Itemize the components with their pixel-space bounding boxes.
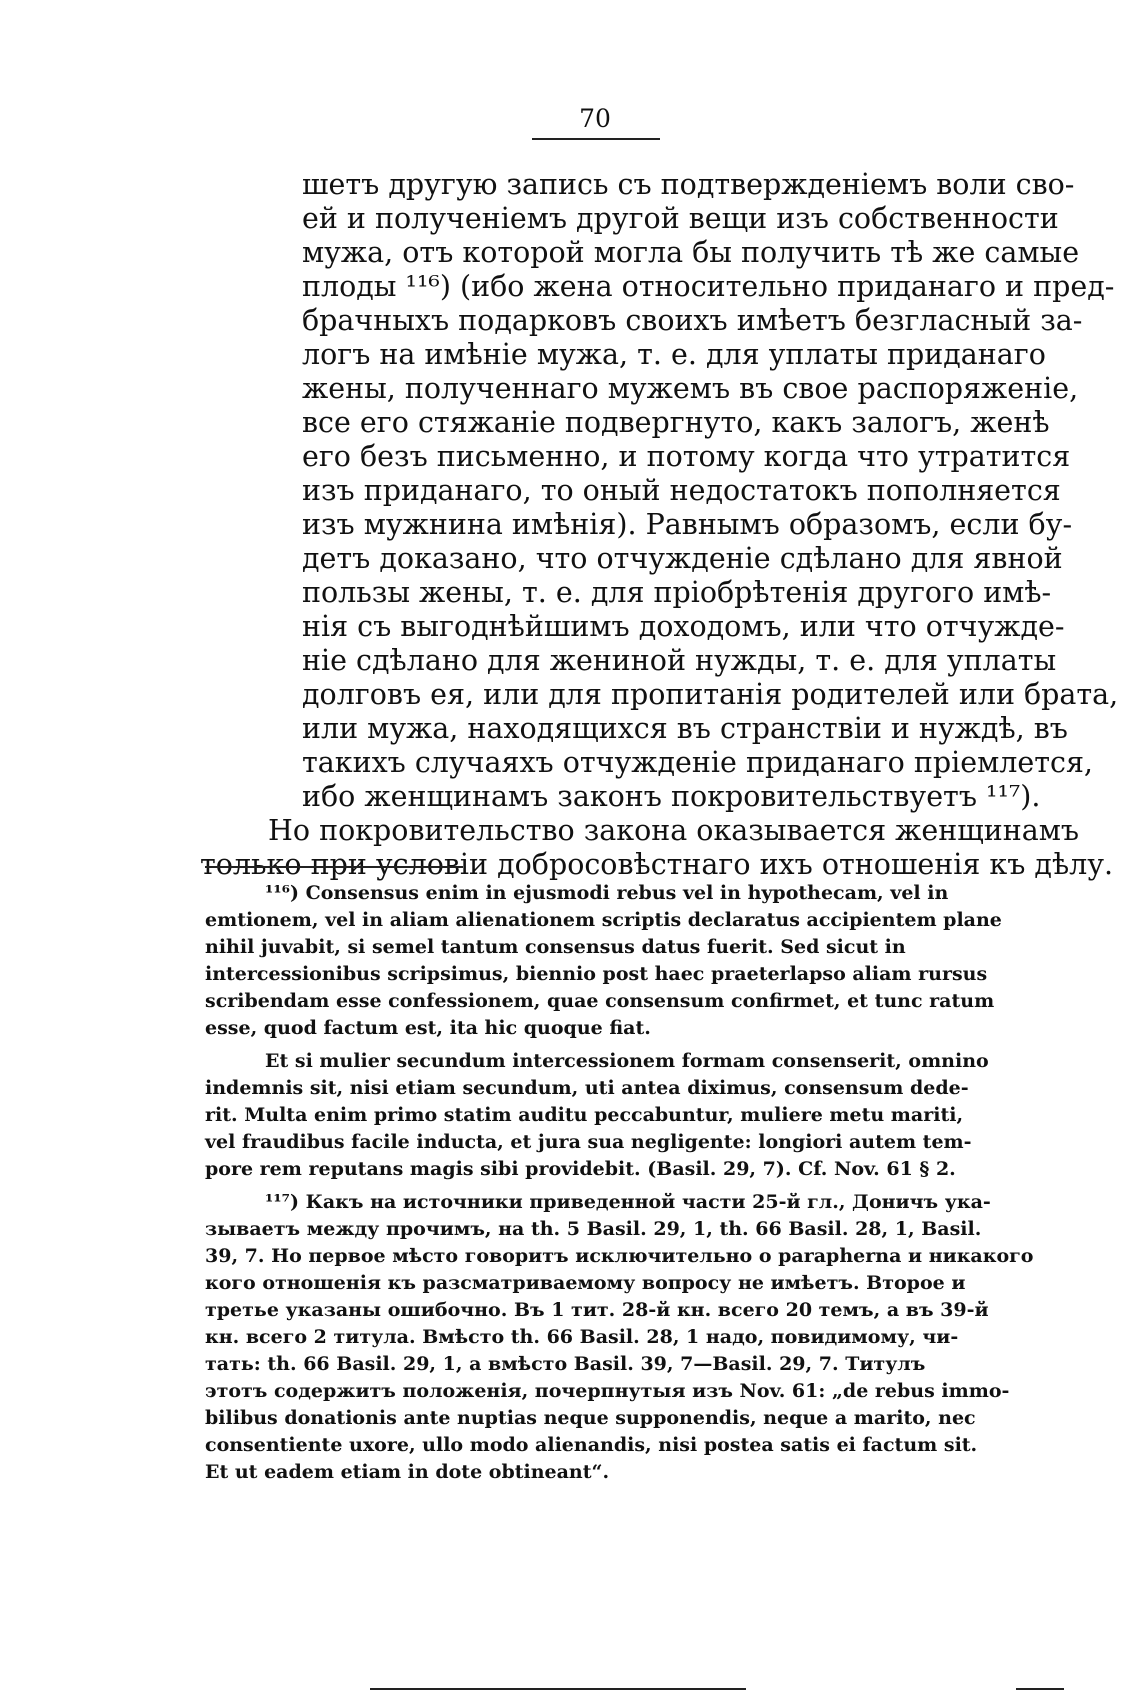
footnote-117-line: этотъ содержитъ положенія, почерпнутыя изъ Nov. 61: „de rebus immo- (205, 1380, 1010, 1402)
footnote-116-line: Et si mulier secundum intercessionem formam consenserit, omnino (265, 1050, 989, 1072)
text-line: пользы жены, т. е. для пріобрѣтенія другого имѣ- (302, 576, 1052, 609)
footnote-117-line: кн. всего 2 титула. Вмѣсто th. 66 Basil. 28, 1 надо, повидимому, чи- (205, 1326, 959, 1348)
footnote-117-line: consentiente uxore, ullo modo alienandis, nisi postea satis ei factum sit. (205, 1434, 978, 1456)
text-line: изъ мужнина имѣнія). Равнымъ образомъ, если бу- (302, 508, 1073, 541)
text-line: шетъ другую запись съ подтвержденіемъ воли сво- (302, 168, 1075, 201)
text-line: изъ приданаго, то оный недостатокъ пополняется (302, 474, 1061, 507)
footnote-117-line: тать: th. 66 Basil. 29, 1, а вмѣсто Basil. 39, 7—Basil. 29, 7. Титулъ (205, 1353, 926, 1375)
paragraph-first-line: Но покровительство закона оказывается женщинамъ (268, 814, 1079, 847)
text-line: мужа, отъ которой могла бы получить тѣ же самые (302, 236, 1080, 269)
footnote-116-line: vel fraudibus facile inducta, et jura sua negligente: longiori autem tem- (205, 1131, 972, 1153)
footnote-116-line: emtionem, vel in aliam alienationem scriptis declaratus accipientem plane (205, 909, 1002, 931)
page-number-rule (532, 138, 660, 140)
text-line: ибо женщинамъ законъ покровительствуетъ ¹¹⁷). (302, 780, 1041, 813)
footnote-117-line: Et ut eadem etiam in dote obtineant“. (205, 1461, 610, 1483)
footnote-117-line: зываетъ между прочимъ, на th. 5 Basil. 29, 1, th. 66 Basil. 28, 1, Basil. (205, 1218, 982, 1240)
text-line: ей и полученіемъ другой вещи изъ собственности (302, 202, 1059, 235)
text-line: его безъ письменно, и потому когда что утратится (302, 440, 1071, 473)
footnotes (205, 880, 1034, 1486)
text-line: детъ доказано, что отчужденіе сдѣлано для явной (302, 542, 1063, 575)
footnote-116-line: nihil juvabit, si semel tantum consensus datus fuerit. Sed sicut in (205, 936, 906, 958)
footnote-116-line: intercessionibus scripsimus, biennio post haec praeterlapso aliam rursus (205, 963, 988, 985)
page-number: 70 (579, 104, 611, 133)
footnote-117-line: кого отношенія къ разсматриваемому вопросу не имѣетъ. Второе и (205, 1272, 966, 1294)
footnote-116-line: esse, quod factum est, ita hic quoque fiat. (205, 1017, 651, 1039)
footnote-117-line: ¹¹⁷) Какъ на источники приведенной части 25-й гл., Доничъ ука- (265, 1191, 991, 1213)
footnote-116-line: ¹¹⁶) Consensus enim in ejusmodi rebus vel in hypothecam, vel in (265, 882, 949, 904)
footnote-separator (205, 866, 463, 868)
text-line: все его стяжаніе подвергнуто, какъ залогъ, женѣ (302, 406, 1050, 439)
footnote-117-line: третье указаны ошибочно. Въ 1 тит. 28-й кн. всего 20 темъ, а въ 39-й (205, 1299, 989, 1321)
footnote-116-line: scribendam esse confessionem, quae consensum confirmet, et tunc ratum (205, 990, 995, 1012)
text-line: жены, полученнаго мужемъ въ свое распоряженіе, (302, 372, 1079, 405)
text-line: брачныхъ подарковъ своихъ имѣетъ безгласный за- (302, 304, 1083, 337)
text-line: логъ на имѣніе мужа, т. е. для уплаты приданаго (302, 338, 1046, 371)
footnote-116-line: indemnis sit, nisi etiam secundum, uti antea diximus, consensum dede- (205, 1077, 969, 1099)
text-line: долговъ ея, или для пропитанія родителей или брата, (302, 678, 1119, 711)
main-text (200, 168, 1119, 882)
text-line: плоды ¹¹⁶) (ибо жена относительно приданаго и пред- (302, 270, 1115, 303)
footnote-117-line: bilibus donationis ante nuptias neque supponendis, neque a marito, nec (205, 1407, 976, 1429)
corner-rule (1016, 1688, 1064, 1690)
text-line: такихъ случаяхъ отчужденіе приданаго пріемлется, (302, 746, 1093, 779)
bottom-rule (370, 1688, 746, 1690)
footnote-116-line: rit. Multa enim primo statim auditu peccabuntur, muliere metu mariti, (205, 1104, 964, 1126)
footnote-116-line: pore rem reputans magis sibi providebit. (Basil. 29, 7). Cf. Nov. 61 § 2. (205, 1158, 956, 1180)
footnote-117-line: 39, 7. Но первое мѣсто говоритъ исключительно о parapherna и никакого (205, 1245, 1034, 1267)
text-line: или мужа, находящихся въ странствіи и нуждѣ, въ (302, 712, 1068, 745)
text-line: нія съ выгоднѣйшимъ доходомъ, или что отчужде- (302, 610, 1065, 643)
text-line: ніе сдѣлано для жениной нужды, т. е. для уплаты (302, 644, 1057, 677)
text-line: только при условіи добросовѣстнаго ихъ отношенія къ дѣлу. (200, 848, 1114, 881)
